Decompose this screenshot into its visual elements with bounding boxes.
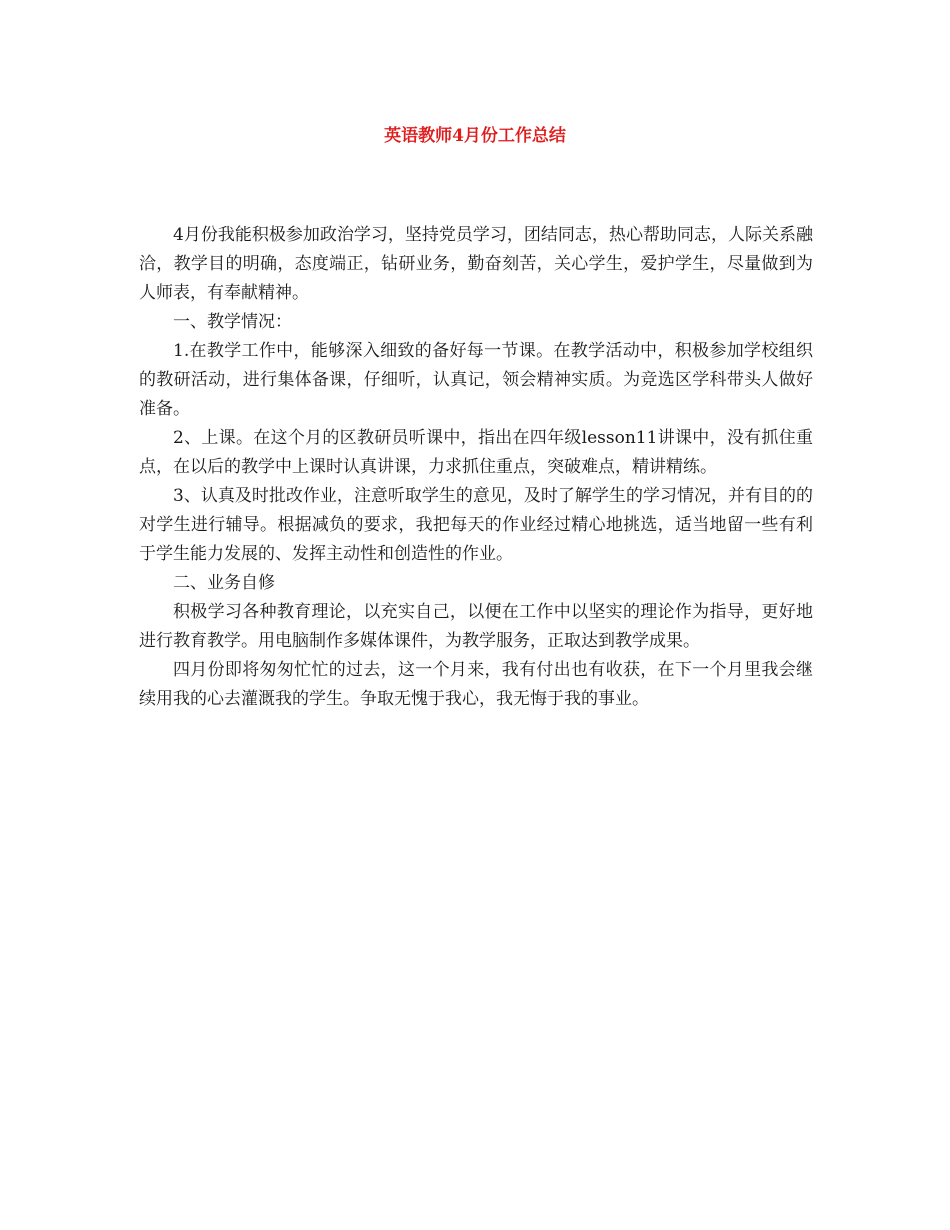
closing-paragraph: 四月份即将匆匆忙忙的过去，这一个月来，我有付出也有收获，在下一个月里我会继续用我的心去灌溉我的学生。争取无愧于我心，我无悔于我的事业。 xyxy=(139,660,813,709)
intro-paragraph: 4月份我能积极参加政治学习，坚持党员学习，团结同志，热心帮助同志，人际关系融洽，教学目的明确，态度端正，钻研业务，勤奋刻苦，关心学生，爱护学生，尽量做到为人师表，有奉献精神。 xyxy=(139,225,813,303)
document-body xyxy=(139,221,813,714)
section-heading-teaching: 一、教学情况： xyxy=(173,312,292,332)
section-heading-self-study: 二、业务自修 xyxy=(173,573,275,593)
document-title: 英语教师4月份工作总结 xyxy=(384,126,566,146)
teaching-item-1: 1.在教学工作中，能够深入细致的备好每一节课。在教学活动中，积极参加学校组织的教研活动，进行集体备课，仔细听，认真记，领会精神实质。为竞选区学科带头人做好准备。 xyxy=(139,341,813,419)
self-study-paragraph: 积极学习各种教育理论，以充实自己，以便在工作中以坚实的理论作为指导，更好地进行教育教学。用电脑制作多媒体课件，为教学服务，正取达到教学成果。 xyxy=(139,602,813,651)
teaching-item-3: 3、认真及时批改作业，注意听取学生的意见，及时了解学生的学习情况，并有目的的对学生进行辅导。根据减负的要求，我把每天的作业经过精心地挑选，适当地留一些有利于学生能力发展的、发挥主动性和创造性的作业。 xyxy=(139,486,813,564)
teaching-item-2: 2、上课。在这个月的区教研员听课中，指出在四年级lesson11讲课中，没有抓住重点，在以后的教学中上课时认真讲课，力求抓住重点，突破难点，精讲精练。 xyxy=(139,428,813,477)
